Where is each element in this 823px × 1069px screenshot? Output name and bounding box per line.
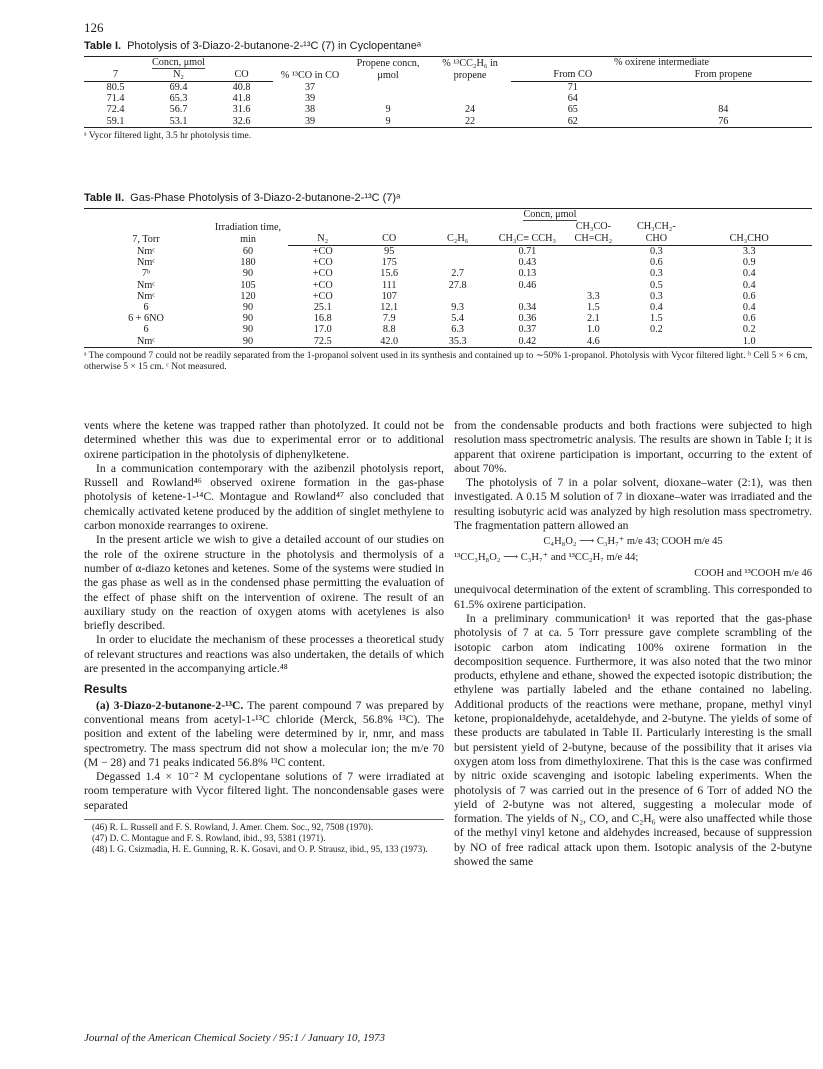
paragraph: unequivocal determination of the extent of scrambling. This corresponded to 61.5% oxirene participation. bbox=[454, 583, 812, 611]
table-cell bbox=[494, 291, 560, 302]
table-1-oxirene-header: % oxirene intermediate bbox=[511, 57, 812, 70]
table-row bbox=[84, 268, 812, 279]
reference-item: (48) I. G. Csizmadia, H. E. Gunning, R. K. Gosavi, and O. P. Strausz, ibid., 95, 133 (1973). bbox=[92, 844, 428, 855]
table-2-header: CH₃CH₂- CHO bbox=[626, 221, 686, 246]
table-cell: 0.5 bbox=[649, 279, 663, 291]
table-cell: 111 bbox=[381, 279, 397, 291]
table-1-label: Table I. bbox=[84, 40, 122, 52]
table-2-header: CO bbox=[357, 221, 420, 246]
table-cell: 105 bbox=[240, 279, 256, 291]
paragraph: In a communication contemporary with the azibenzil photolysis report, Russell and Rowland⁴⁶ observed oxirene formation in the gas-phase photolysis of ketene-1-¹⁴C. Montague and Rowland⁴⁷ also concluded that chemically activated ketene produced by the addition of singlet methylene to carbon monoxide rearranges to oxirene. bbox=[84, 461, 444, 533]
page-number: 126 bbox=[84, 20, 104, 35]
paragraph: In order to elucidate the mechanism of these processes a theoretical study of relevant structures and reactions was also undertaken, the details of which are presented in the accompanying article.⁴⁸ bbox=[84, 633, 444, 676]
table-cell bbox=[429, 93, 511, 104]
table-cell bbox=[635, 93, 812, 104]
table-cell: 0.36 bbox=[518, 313, 537, 325]
references bbox=[84, 819, 444, 855]
table-cell: 6 bbox=[143, 324, 149, 336]
subsection-title: (a) 3-Diazo-2-butanone-2-¹³C. bbox=[96, 698, 244, 712]
left-column bbox=[84, 419, 444, 855]
table-1-caption bbox=[84, 40, 812, 52]
table-2-header: CH₃C≡ CCH₃ bbox=[494, 221, 560, 246]
table-cell: 56.7 bbox=[169, 104, 188, 116]
table-cell: 0.6 bbox=[742, 290, 756, 302]
table-cell: 64 bbox=[567, 93, 578, 105]
table-cell: 12.1 bbox=[380, 302, 399, 314]
table-cell: Nmᶜ bbox=[137, 257, 155, 269]
table-1-header: From CO bbox=[511, 69, 635, 82]
table-cell: 9 bbox=[385, 104, 391, 116]
table-cell: 0.46 bbox=[518, 279, 537, 291]
table-cell: 7ᵇ bbox=[141, 268, 151, 280]
table-cell: 84 bbox=[718, 104, 729, 116]
table-cell: 38 bbox=[304, 104, 316, 116]
table-2-header: N₂ bbox=[288, 221, 357, 246]
table-row bbox=[84, 104, 812, 115]
table-cell: 6 bbox=[143, 302, 149, 314]
table-cell: 0.3 bbox=[649, 268, 663, 280]
table-cell: 76 bbox=[635, 116, 812, 128]
table-cell: 62 bbox=[511, 116, 635, 128]
table-cell: 0.3 bbox=[649, 246, 663, 257]
table-cell: 7.9 bbox=[382, 313, 396, 325]
table-cell: Nmᶜ bbox=[137, 245, 155, 257]
table-cell: 90 bbox=[242, 302, 254, 314]
table-cell: 15.6 bbox=[380, 268, 399, 280]
table-row bbox=[84, 82, 812, 94]
table-2-header: C₂H₆ bbox=[421, 221, 494, 246]
paragraph-text: The parent compound 7 was prepared by conventional means from acetyl-1-¹³C chloride (Merck, 56.8% ¹³C). The position and extent of the labeling were determined by ir, nmr, and mass spectrometry. The mass spectrum did not show a molecular ion; the m/e 70 (M − 28) and 71 peaks indicated 56.8% ¹³C content. bbox=[84, 698, 444, 769]
table-cell: 2.1 bbox=[586, 313, 600, 325]
table-cell: +CO bbox=[312, 257, 333, 269]
table-2-header: CH₃CO- CH=CH₂ bbox=[560, 221, 626, 246]
table-cell: 4.6 bbox=[560, 336, 626, 348]
table-1-caption-text: Photolysis of 3-Diazo-2-butanone-2-¹³C (7) in Cyclopentaneᵃ bbox=[127, 40, 421, 52]
table-cell bbox=[347, 93, 429, 104]
paragraph bbox=[84, 699, 444, 770]
table-cell: 0.6 bbox=[649, 257, 663, 269]
table-1-header: 7 bbox=[84, 69, 147, 82]
table-cell: Nmᶜ bbox=[137, 290, 155, 302]
paragraph: In a preliminary communication¹ it was reported that the gas-phase photolysis of 7 at ca. 5 Torr pressure gave complete scrambling of the isotopic carbon atom indicating 100% oxirene formation in the decomposition sequence. Furthermore, it was also noted that the two minor products, ethylene and ethane, showed the expected isotopic distribution; the ethylene was partially labeled and the ethane contained no labeling. Additional products of the reactions were methane, propane, methyl vinyl ketone, propionaldehyde, acetaldehyde, and 2-butyne. The yields of some of these products are tabulated in Table II. Particularly interesting is the small but persistent yield of 2-butyne, because of the possibility that it arises via oxygen atom loss from dimethyloxirene. That this is the case was confirmed by nitric oxide scavenging and isotopic labeling experiments. When the photolysis of 7 was carried out in the presence of 6 Torr of added NO the yield of 2-butyne was not altered, suggesting a molecular mode of formation. The yields of N₂, CO, and C₂H₆ were also unaffected while those of the methyl vinyl ketone and aldehydes increased, because of suppression by NO of free radical attack upon them. Isotopic analysis of the 2-butyne showed the same bbox=[454, 611, 812, 869]
table-cell: 6.3 bbox=[451, 324, 464, 336]
table-cell: 90 bbox=[242, 268, 254, 280]
table-cell: 25.1 bbox=[313, 302, 332, 314]
table-cell: Nmᶜ bbox=[137, 279, 155, 291]
table-cell: 35.3 bbox=[421, 336, 494, 348]
table-cell: 0.4 bbox=[742, 279, 756, 291]
paragraph: In the present article we wish to give a detailed account of our studies on the role of the oxirene structure in the photolysis and thermolysis of a number of α-diazo ketones and ketenes. Some of the systems were studied in the gas phase as well as in the condensed phase permitting the evaluation of the effect of phase shift on the intervention of oxirene. The result of an auxiliary study on the reaction of oxygen atoms with acetylenes is also briefly described. bbox=[84, 533, 444, 633]
table-1-header: % ¹³CC₂H₆ in propene bbox=[429, 57, 511, 82]
table-cell: 65.3 bbox=[169, 93, 188, 105]
table-cell: 17.0 bbox=[313, 324, 332, 336]
equation: ¹³CC₃H₈O₂ ⟶ C₃H₇⁺ and ¹³CC₂H₇ m/e 44; bbox=[454, 552, 639, 564]
table-cell: 0.71 bbox=[518, 246, 537, 257]
table-row bbox=[84, 257, 812, 268]
table-cell: 90 bbox=[242, 313, 254, 325]
table-cell: 60 bbox=[242, 245, 254, 257]
table-cell: 6 + 6NO bbox=[128, 313, 164, 325]
table-1-footnote: ᵃ Vycor filtered light, 3.5 hr photolysis time. bbox=[84, 130, 252, 141]
table-cell: 0.4 bbox=[649, 302, 663, 314]
reference-item: (46) R. L. Russell and F. S. Rowland, J. Amer. Chem. Soc., 92, 7508 (1970). bbox=[92, 822, 374, 833]
table-cell: 1.0 bbox=[686, 336, 812, 348]
table-cell: 0.34 bbox=[518, 302, 537, 314]
table-cell: +CO bbox=[312, 246, 333, 257]
table-1-header: % ¹³CO in CO bbox=[273, 57, 347, 82]
table-cell: 72.4 bbox=[106, 104, 125, 116]
table-cell: +CO bbox=[312, 290, 333, 302]
table-cell: 24 bbox=[464, 104, 476, 116]
table-cell: 5.4 bbox=[451, 313, 464, 325]
table-cell: 0.4 bbox=[742, 302, 756, 314]
table-cell: 72.5 bbox=[288, 336, 357, 348]
table-cell bbox=[347, 82, 429, 94]
table-cell: 120 bbox=[240, 290, 256, 302]
table-row bbox=[84, 246, 812, 258]
table-cell: 32.6 bbox=[210, 116, 273, 128]
table-1-header: CO bbox=[210, 69, 273, 82]
table-2-caption bbox=[84, 192, 812, 204]
table-2-header: 7, Torr bbox=[84, 209, 208, 246]
table-cell: 3.3 bbox=[586, 290, 600, 302]
table-cell bbox=[560, 246, 626, 258]
table-2-body bbox=[84, 246, 812, 348]
table-cell: 39 bbox=[273, 116, 347, 128]
paragraph: Degassed 1.4 × 10⁻² M cyclopentane solutions of 7 were irradiated at room temperature with Vycor filtered light. The noncondensable gases were separated bbox=[84, 770, 444, 812]
equation: COOH and ¹³COOH m/e 46 bbox=[694, 568, 812, 580]
table-cell: 8.8 bbox=[382, 324, 396, 336]
table-cell: +CO bbox=[312, 279, 333, 291]
table-cell: 42.0 bbox=[357, 336, 420, 348]
table-cell: 40.8 bbox=[232, 82, 251, 93]
table-row bbox=[84, 324, 812, 335]
table-2 bbox=[84, 192, 812, 373]
table-cell: 16.8 bbox=[313, 313, 332, 325]
table-row bbox=[84, 302, 812, 313]
table-1-group-header: Concn, μmol bbox=[84, 57, 273, 70]
table-1-grid bbox=[84, 56, 812, 128]
table-cell: 107 bbox=[381, 290, 397, 302]
table-cell: 1.0 bbox=[586, 324, 600, 336]
table-cell bbox=[421, 291, 494, 302]
table-cell: 2.7 bbox=[451, 268, 464, 280]
reference-item: (47) D. C. Montague and F. S. Rowland, ibid., 93, 5381 (1971). bbox=[92, 833, 326, 844]
journal-footer: Journal of the American Chemical Society / 95:1 / January 10, 1973 bbox=[84, 1032, 386, 1044]
table-cell: 80.5 bbox=[106, 82, 125, 93]
table-cell bbox=[421, 246, 494, 258]
table-cell bbox=[626, 336, 686, 348]
table-1 bbox=[84, 40, 812, 142]
table-row bbox=[84, 280, 812, 291]
table-cell: 1.5 bbox=[586, 302, 600, 314]
table-row bbox=[84, 313, 812, 324]
table-cell: 53.1 bbox=[147, 116, 210, 128]
table-cell: 0.9 bbox=[742, 257, 756, 269]
table-cell: 65 bbox=[567, 104, 578, 116]
table-cell: +CO bbox=[312, 268, 333, 280]
table-2-grid bbox=[84, 208, 812, 348]
table-cell: 27.8 bbox=[448, 279, 467, 291]
paragraph: from the condensable products and both fractions were subjected to high resolution mass spectrometric analysis. The results are shown in Table I; it is apparent that oxirene participation is important, occurring to the extent of about 70%. bbox=[454, 419, 812, 475]
table-cell: 95 bbox=[384, 246, 395, 257]
table-row bbox=[84, 93, 812, 104]
table-cell: 22 bbox=[429, 116, 511, 128]
table-cell bbox=[635, 82, 812, 94]
table-cell: Nmᶜ bbox=[84, 336, 208, 348]
table-cell: 37 bbox=[304, 81, 316, 93]
table-1-header: From propene bbox=[635, 69, 812, 82]
table-cell: 1.5 bbox=[649, 313, 663, 325]
table-cell: 0.13 bbox=[518, 268, 537, 280]
table-cell: 3.3 bbox=[742, 246, 756, 257]
table-cell: 71.4 bbox=[106, 93, 125, 105]
table-cell: 71 bbox=[567, 82, 578, 93]
table-cell: 41.8 bbox=[232, 93, 251, 105]
table-cell: 0.3 bbox=[649, 290, 663, 302]
table-cell: 0.4 bbox=[742, 268, 756, 280]
table-row bbox=[84, 116, 812, 128]
table-cell bbox=[560, 280, 626, 291]
paragraph: The photolysis of 7 in a polar solvent, dioxane–water (2:1), was then investigated. A 0.15 M solution of 7 in dioxane–water was irradiated and the resulting isobutyric acid was analyzed by high resolution mass spectrometry. The fragmentation pattern allowed an bbox=[454, 476, 812, 533]
table-2-label: Table II. bbox=[84, 192, 125, 204]
table-cell: 0.42 bbox=[494, 336, 560, 348]
table-cell bbox=[429, 82, 511, 94]
table-cell bbox=[560, 268, 626, 279]
table-cell: 69.4 bbox=[169, 82, 188, 93]
table-1-header: Propene concn, μmol bbox=[347, 57, 429, 82]
table-cell: 39 bbox=[304, 93, 316, 105]
table-cell: 31.6 bbox=[232, 104, 251, 116]
table-2-header: CH₃CHO bbox=[686, 221, 812, 246]
table-2-header: Irradiation time, min bbox=[208, 209, 288, 246]
table-cell: 0.37 bbox=[518, 324, 537, 336]
table-2-caption-text: Gas-Phase Photolysis of 3-Diazo-2-butanone-2-¹³C (7)ᵃ bbox=[130, 192, 401, 204]
equation: C₄H₈O₂ ⟶ C₃H₇⁺ m/e 43; COOH m/e 45 bbox=[543, 536, 723, 548]
table-cell: 90 bbox=[208, 336, 288, 348]
table-cell: 180 bbox=[240, 257, 256, 269]
table-cell: 175 bbox=[381, 257, 397, 269]
table-cell: 9.3 bbox=[451, 302, 464, 314]
table-cell bbox=[560, 257, 626, 268]
right-column bbox=[454, 419, 812, 869]
table-row bbox=[84, 291, 812, 302]
table-row bbox=[84, 336, 812, 348]
paragraph: vents where the ketene was trapped rather than photolyzed. It could not be determined whether this was due to experimental error or to additional oxirene participation in the photolysis of diphenylketene. bbox=[84, 419, 444, 461]
section-heading-results: Results bbox=[84, 682, 128, 697]
table-cell: 90 bbox=[242, 324, 254, 336]
table-2-group-header: Concn, μmol bbox=[288, 209, 812, 222]
table-cell bbox=[421, 257, 494, 268]
table-cell: 0.6 bbox=[742, 313, 756, 325]
table-cell: 59.1 bbox=[84, 116, 147, 128]
table-cell: 0.2 bbox=[649, 324, 663, 336]
table-cell: 9 bbox=[347, 116, 429, 128]
table-2-footnote: ᵃ The compound 7 could not be readily separated from the 1-propanol solvent used in its synthesis and contained up to ∼50% 1-propanol. Photolysis with Vycor filtered light. ᵇ Cell 5 × 6 cm, otherwise 5 × 15 cm. ᶜ Not measured. bbox=[84, 350, 808, 372]
table-1-header: N₂ bbox=[147, 69, 210, 82]
table-cell: 0.43 bbox=[518, 257, 537, 269]
table-cell: 0.2 bbox=[742, 324, 756, 336]
